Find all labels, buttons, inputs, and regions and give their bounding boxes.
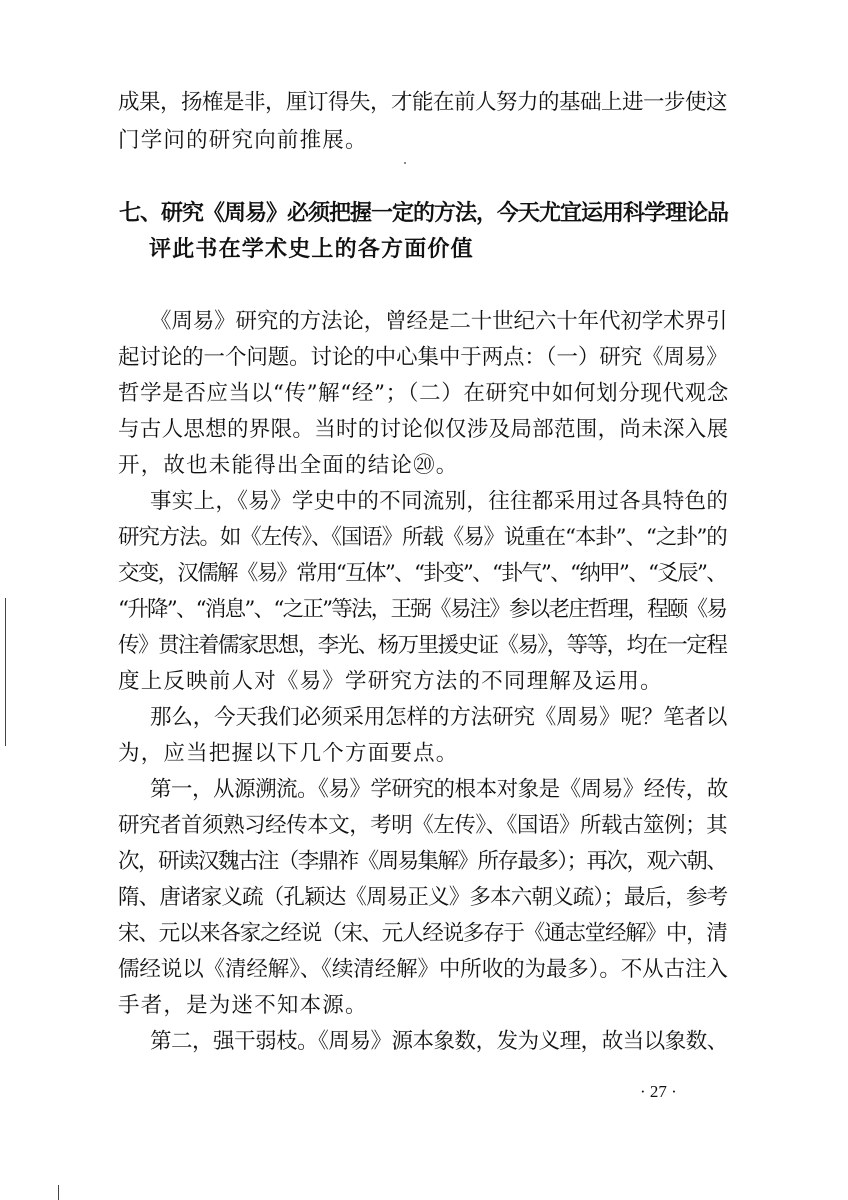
text-line: 开，故也未能得出全面的结论⑳。	[118, 453, 459, 478]
text-line: 研究者首须熟习经传本文，考明《左传》、《国语》所载古筮例；其	[118, 813, 728, 838]
page-number: · 27 ·	[640, 1082, 677, 1101]
scan-speck	[404, 162, 406, 164]
text-line: 儒经说以《清经解》、《续清经解》中所收的为最多）。不从古注入	[118, 957, 728, 982]
text-line: 事实上，《易》学史中的不同流别，往往都采用过各具特色的	[150, 489, 729, 514]
text-line: 与古人思想的界限。当时的讨论似仅涉及局部范围，尚未深入展	[118, 417, 729, 442]
text-line: 哲学是否应当以“传”解“经”；（二）在研究中如何划分现代观念	[118, 381, 729, 406]
text-line: 第一，从源溯流。《易》学研究的根本对象是《周易》经传，故	[150, 777, 728, 802]
text-line: 为，应当把握以下几个方面要点。	[118, 741, 459, 766]
text-line: 《周易》研究的方法论，曾经是二十世纪六十年代初学术界引	[150, 309, 728, 334]
text-line: 成果，扬榷是非，厘订得失，才能在前人努力的基础上进一步使这	[118, 90, 728, 115]
margin-scan-line	[58, 1185, 59, 1200]
text-line: 那么，今天我们必须采用怎样的方法研究《周易》呢？笔者以	[150, 705, 728, 730]
text-line: 手者，是为迷不知本源。	[118, 993, 368, 1018]
section-heading-line: 七、研究《周易》必须把握一定的方法，今天尤宜运用科学理论品	[119, 201, 729, 226]
text-line: “升降”、“消息”、“之正”等法，王弼《易注》参以老庄哲理，程颐《易	[118, 597, 727, 622]
text-line: 起讨论的一个问题。讨论的中心集中于两点：（一）研究《周易》	[118, 345, 728, 370]
text-line: 门学问的研究向前推展。	[118, 128, 368, 153]
text-line: 传》贯注着儒家思想，李光、杨万里援史证《易》，等等，均在一定程	[118, 633, 727, 658]
text-line: 研究方法。如《左传》、《国语》所载《易》说重在“本卦”、“之卦”的	[118, 525, 727, 550]
text-line: 宋、元以来各家之经说（宋、元人经说多存于《通志堂经解》中，清	[118, 921, 727, 946]
text-line: 隋、唐诸家义疏（孔颖达《周易正义》多本六朝义疏）；最后，参考	[118, 885, 728, 910]
text-line: 交变，汉儒解《易》常用“互体”、“卦变”、“卦气”、“纳甲”、“爻辰”、	[118, 561, 727, 586]
margin-scan-line	[5, 598, 6, 746]
text-line: 第二，强干弱枝。《周易》源本象数，发为义理，故当以象数、	[150, 1029, 728, 1054]
text-line: 次，研读汉魏古注（李鼎祚《周易集解》所存最多）；再次，观六朝、	[118, 849, 727, 874]
section-heading-line: 评此书在学术史上的各方面价值	[149, 237, 474, 262]
text-line: 度上反映前人对《易》学研究方法的不同理解及运用。	[118, 669, 663, 694]
